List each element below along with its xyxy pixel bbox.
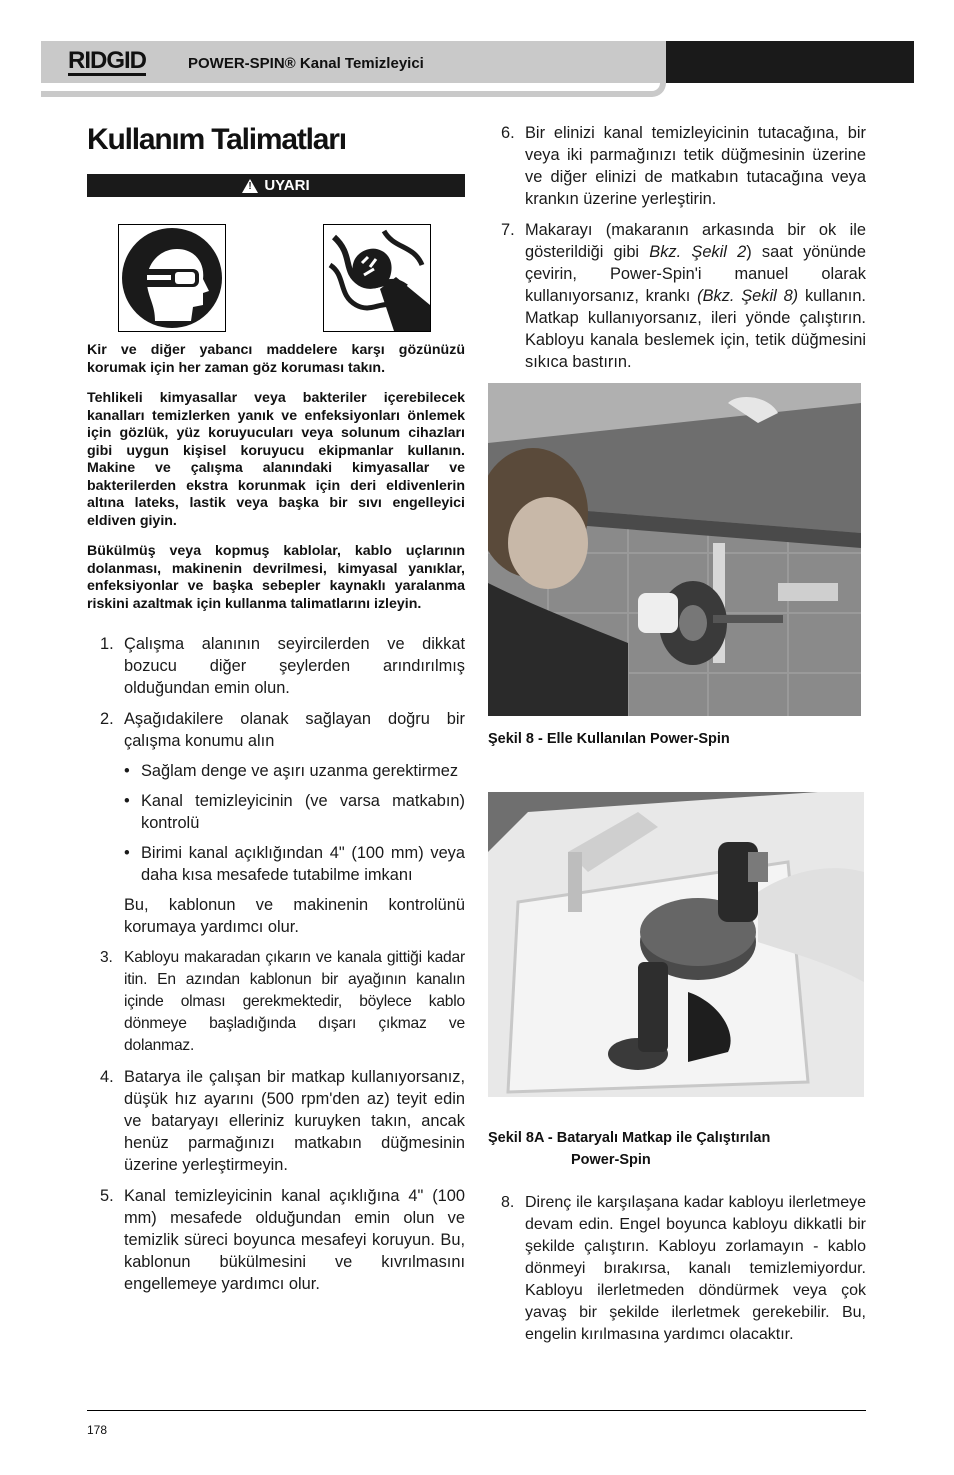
page-number: 178 bbox=[87, 1423, 108, 1437]
list-item bbox=[87, 633, 465, 699]
step-text: Kanal temizleyicinin kanal açıklığına 4" (100 mm) mesafede olduğundan emin olun ve temizlik süreci boyunca mesafeyi koruyun. Bu, kablonun bükülmesini ve kıvrılmasını engellemeye yardımcı olur. bbox=[124, 1187, 465, 1293]
warning-label: UYARI bbox=[264, 177, 310, 194]
footer-rule bbox=[87, 1410, 866, 1411]
step-text: Bir elinizi kanal temizleyicinin tutacağına, bir veya iki parmağınızı tetik düğmesinin üzerine ve diğer elinizi de matkabın tutacağına veya krankın üzerine yerleştirin. bbox=[525, 124, 866, 208]
step-text: Makarayı (makaranın arkasında bir ok ile gösterildiği gibi bbox=[525, 221, 866, 261]
list-item bbox=[488, 219, 866, 373]
figure-8a-caption-line: Şekil 8A - Bataryalı Matkap ile Çalıştırılan bbox=[488, 1130, 771, 1146]
step-text: Batarya ile çalışan bir matkap kullanıyorsanız, düşük hız ayarını (500 rpm'den az) teyit edin ve bataryayı elleriniz kuruyken takın, ancak henüz parmağınızı matkabın düğmesinin üzerine yerleştirmeyin. bbox=[124, 1068, 465, 1174]
header-title: POWER-SPIN® Kanal Temizleyici bbox=[188, 55, 424, 72]
eye-protection-icon bbox=[118, 224, 226, 332]
ridgid-logo: RIDGID bbox=[68, 47, 146, 74]
figure-8-photo bbox=[488, 383, 861, 716]
step-text: ) saat yönünde çevirin, Power-Spin'i manuel olarak kullanıyorsanız, krankı bbox=[525, 243, 866, 305]
step-note: Bu, kablonun ve makinenin kontrolünü korumaya yardımcı olur. bbox=[124, 896, 465, 936]
step-text: Direnç ile karşılaşana kadar kabloyu ilerletmeye devam edin. Engel boyunca kabloyu dikkatli bir şekilde çalıştırın. Kabloyu zorlamayın - kablo dönmeyi bırakırsa, kanalı temizlemiyordur. Kabloyu ilerletmeden döndürmek veya çok yavaş bir şekilde ilerletmek gerekebilir. Bu, engelin kırılmasına yardımcı olacaktır. bbox=[525, 1194, 866, 1343]
instruction-steps-right-bottom bbox=[488, 1192, 866, 1346]
step-number: 5. bbox=[100, 1187, 114, 1205]
step-text: Aşağıdakilere olanak sağlayan doğru bir çalışma konumu alın bbox=[124, 710, 465, 750]
figure-8a-caption bbox=[488, 1127, 866, 1171]
page-title: Kullanım Talimatları bbox=[87, 123, 346, 156]
figure-8a-photo bbox=[488, 792, 864, 1097]
list-item bbox=[87, 1066, 465, 1176]
list-item bbox=[488, 1192, 866, 1346]
figure-reference: (Bkz. Şekil 8) bbox=[697, 287, 799, 305]
sub-list bbox=[124, 760, 465, 886]
step-text: Çalışma alanının seyircilerden ve dikkat bozucu diğer şeylerden arındırılmış olduğundan emin olun. bbox=[124, 635, 465, 697]
gloves-icon bbox=[323, 224, 431, 332]
step-number: 3. bbox=[100, 949, 113, 966]
list-item bbox=[488, 122, 866, 210]
sub-list-item: • Sağlam denge ve aşırı uzanma gerektirmez bbox=[124, 760, 465, 782]
step-number: 2. bbox=[100, 710, 114, 728]
figure-reference: Bkz. Şekil 2 bbox=[649, 243, 747, 261]
warning-banner bbox=[87, 174, 465, 197]
sub-list-item: • Kanal temizleyicinin (ve varsa matkabın) kontrolü bbox=[124, 790, 465, 834]
left-column bbox=[87, 120, 465, 1304]
figure-8a-caption-line: Power-Spin bbox=[571, 1152, 651, 1168]
safety-icons bbox=[87, 212, 465, 342]
warning-triangle-icon bbox=[242, 179, 258, 193]
step-text: Kabloyu makaradan çıkarın ve kanala gittiği kadar itin. En azından kablonun bir ayağının kanalın içinde olması gerekmektedir, böylece kablo dönmeye başladığında dışarı çıkmaz ve dolanmaz. bbox=[124, 949, 465, 1054]
list-item bbox=[87, 708, 465, 938]
instruction-steps-right bbox=[488, 122, 866, 373]
step-number: 7. bbox=[501, 221, 515, 239]
list-item bbox=[87, 1185, 465, 1295]
sub-list-item: • Birimi kanal açıklığından 4" (100 mm) veya daha kısa mesafede tutabilme imkanı bbox=[124, 842, 465, 886]
header-black-block bbox=[666, 41, 914, 83]
step-number: 6. bbox=[501, 124, 515, 142]
figure-8-caption: Şekil 8 - Elle Kullanılan Power-Spin bbox=[488, 731, 730, 747]
warning-paragraph: Kir ve diğer yabancı maddelere karşı gözünüzü korumak için her zaman göz koruması takın. bbox=[87, 342, 465, 376]
header-curve bbox=[41, 83, 666, 97]
list-item bbox=[87, 947, 465, 1057]
right-column bbox=[488, 122, 866, 1355]
step-number: 4. bbox=[100, 1068, 114, 1086]
step-number: 8. bbox=[501, 1194, 515, 1211]
step-text: kullanın. Matkap kullanıyorsanız, ileri yönde çalıştırın. Kabloyu kanala beslemek için, tetik düğmesini sıkıca bastırın. bbox=[525, 287, 866, 371]
warning-paragraph: Tehlikeli kimyasallar veya bakteriler içerebilecek kanalları temizlerken yanık ve enfeksiyonları önlemek için gözlük, yüz koruyucuları veya solunum cihazları gibi uygun kişisel koruyucu ekipmanlar kullanın. Makine ve çalışma alanındaki kimyasallar ve bakterilerden ekstra korunmak için deri eldivenlerin altına lateks, lastik veya başka bir sıvı engelleyici eldiven giyin. bbox=[87, 390, 465, 529]
instruction-steps-left bbox=[87, 633, 465, 1295]
warning-paragraph: Bükülmüş veya kopmuş kablolar, kablo uçlarının dolanması, makinenin devrilmesi, kimyasal yanıklar, enfeksiyonlar ve başka sebepler kaynaklı yaralanma riskini azaltmak için kullanma talimatlarını izleyin. bbox=[87, 543, 465, 612]
step-number: 1. bbox=[100, 635, 114, 653]
